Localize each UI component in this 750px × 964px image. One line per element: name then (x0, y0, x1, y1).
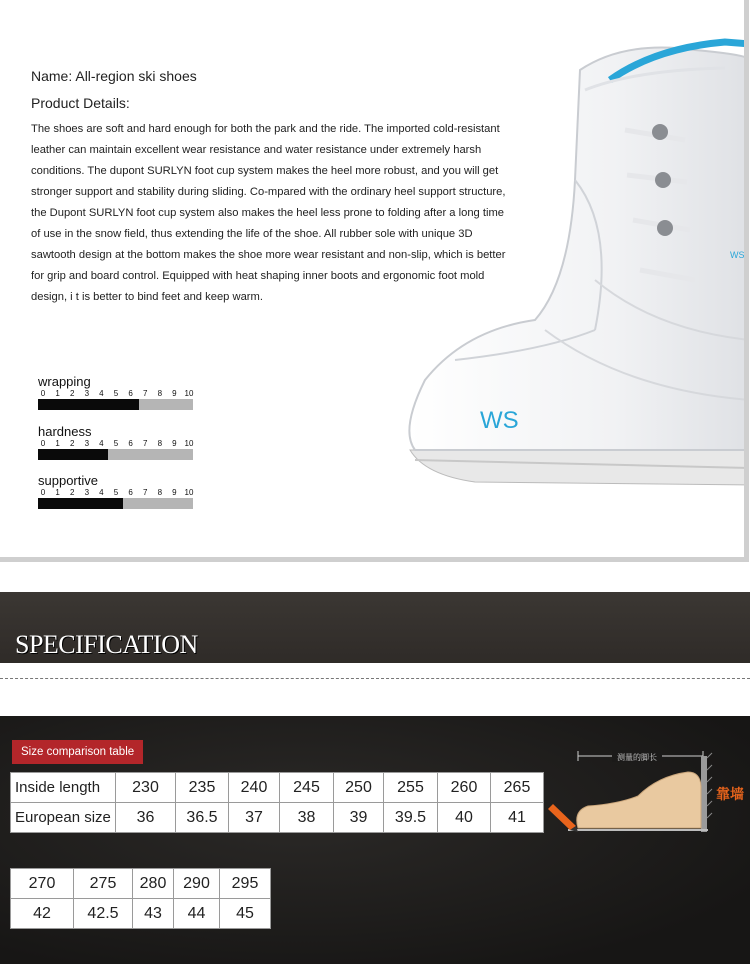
scale-tick: 10 (184, 488, 194, 497)
table-cell: 250 (334, 773, 384, 803)
scale-tick: 10 (184, 439, 194, 448)
scale-tick: 7 (142, 439, 148, 448)
table-cell: 230 (116, 773, 176, 803)
scale-tick: 3 (84, 389, 90, 398)
rating-hardness (38, 424, 198, 460)
rating-bar-fill (38, 399, 139, 410)
table-cell: 265 (491, 773, 544, 803)
rating-bar (38, 498, 193, 509)
scale-tick: 4 (99, 488, 104, 497)
scale-tick: 6 (128, 488, 133, 497)
table-cell: 255 (384, 773, 438, 803)
scale-tick: 8 (157, 439, 163, 448)
spec-title: SPECIFICATION (15, 630, 198, 659)
rating-label: hardness (38, 424, 92, 439)
table-cell: 40 (438, 803, 491, 833)
scale-tick: 3 (84, 488, 90, 497)
scale-tick: 0 (40, 439, 46, 448)
scale-tick: 0 (40, 488, 46, 497)
scale-tick: 5 (113, 439, 119, 448)
boot-logo: WS (480, 407, 519, 434)
scale-tick: 5 (113, 488, 119, 497)
scale-tick: 9 (172, 488, 177, 497)
table-cell: 235 (176, 773, 229, 803)
scale-tick: 9 (172, 389, 177, 398)
rating-wrapping (38, 374, 198, 410)
scale-tick: 3 (84, 439, 90, 448)
table-cell: 39 (334, 803, 384, 833)
rating-bar (38, 449, 193, 460)
row-label-european-size: European size (11, 803, 116, 833)
table-cell: 38 (280, 803, 334, 833)
table-cell: 240 (229, 773, 280, 803)
scale-tick: 2 (69, 488, 75, 497)
scale-tick: 2 (69, 389, 75, 398)
rating-bar-fill (38, 498, 123, 509)
scale-tick: 2 (69, 439, 75, 448)
table-cell: 295 (220, 869, 271, 899)
scale-tick: 7 (142, 389, 148, 398)
rating-bar-fill (38, 449, 108, 460)
rating-label: supportive (38, 473, 98, 488)
ski-boot-image (395, 30, 749, 500)
rating-scale (38, 439, 198, 449)
table-cell: 37 (229, 803, 280, 833)
inside-length-row (11, 773, 544, 803)
table-cell: 260 (438, 773, 491, 803)
rating-scale (38, 488, 198, 498)
row-label-inside-length: Inside length (11, 773, 116, 803)
table-cell: 275 (74, 869, 133, 899)
inside-length-row (11, 869, 271, 899)
scale-tick: 9 (172, 439, 177, 448)
scale-tick: 7 (142, 488, 148, 497)
scale-tick: 1 (55, 488, 60, 497)
scale-tick: 8 (157, 389, 163, 398)
table-cell: 41 (491, 803, 544, 833)
european-size-row (11, 803, 544, 833)
scale-tick: 4 (99, 389, 104, 398)
scale-tick: 4 (99, 439, 104, 448)
size-table-1 (10, 772, 544, 833)
rating-supportive (38, 473, 198, 509)
product-details-heading: Product Details: (31, 95, 130, 111)
size-table-title: Size comparison table (12, 740, 143, 764)
boot-side-logo: WS (730, 250, 745, 260)
scale-tick: 8 (157, 488, 163, 497)
measure-label: 测量的脚长 (617, 753, 657, 762)
table-cell: 42 (11, 899, 74, 929)
table-cell: 270 (11, 869, 74, 899)
rating-label: wrapping (38, 374, 91, 389)
table-cell: 44 (174, 899, 220, 929)
european-size-row (11, 899, 271, 929)
spec-divider (0, 678, 750, 679)
table-cell: 36.5 (176, 803, 229, 833)
table-cell: 280 (133, 869, 174, 899)
scale-tick: 5 (113, 389, 119, 398)
table-cell: 245 (280, 773, 334, 803)
product-name: Name: All-region ski shoes (31, 68, 197, 84)
product-description: The shoes are soft and hard enough for both the park and the ride. The imported cold-resistant leather can maintain excellent wear resistance and water resistance under extremely harsh conditions. The dupont SURLYN foot cup system makes the heel more robust, and you will get stronger support and stability during sliding. Co-mpared with the ordinary heel support structure, the Dupont SURLYN foot cup system also makes the heel less prone to folding after a long time of use in the snow field, thus extending the life of the shoe. All rubber sole with unique 3D sawtooth design at the bottom makes the shoe more wear resistant and non-slip, which is better for grip and board control. Equipped with heat shaping inner boots and ergonomic foot mold design, i t is better to bind feet and keep warm. (31, 123, 506, 303)
scale-tick: 1 (55, 439, 60, 448)
scale-tick: 6 (128, 439, 133, 448)
table-cell: 45 (220, 899, 271, 929)
size-table-2 (10, 868, 271, 929)
foot-measure-diagram (548, 746, 748, 836)
table-cell: 39.5 (384, 803, 438, 833)
scale-tick: 0 (40, 389, 46, 398)
scale-tick: 6 (128, 389, 133, 398)
rating-bar (38, 399, 193, 410)
table-cell: 43 (133, 899, 174, 929)
scale-tick: 10 (184, 389, 194, 398)
rating-scale (38, 389, 198, 399)
scale-tick: 1 (55, 389, 60, 398)
wall-label: 靠墙 (716, 787, 744, 803)
table-cell: 42.5 (74, 899, 133, 929)
table-cell: 36 (116, 803, 176, 833)
table-cell: 290 (174, 869, 220, 899)
